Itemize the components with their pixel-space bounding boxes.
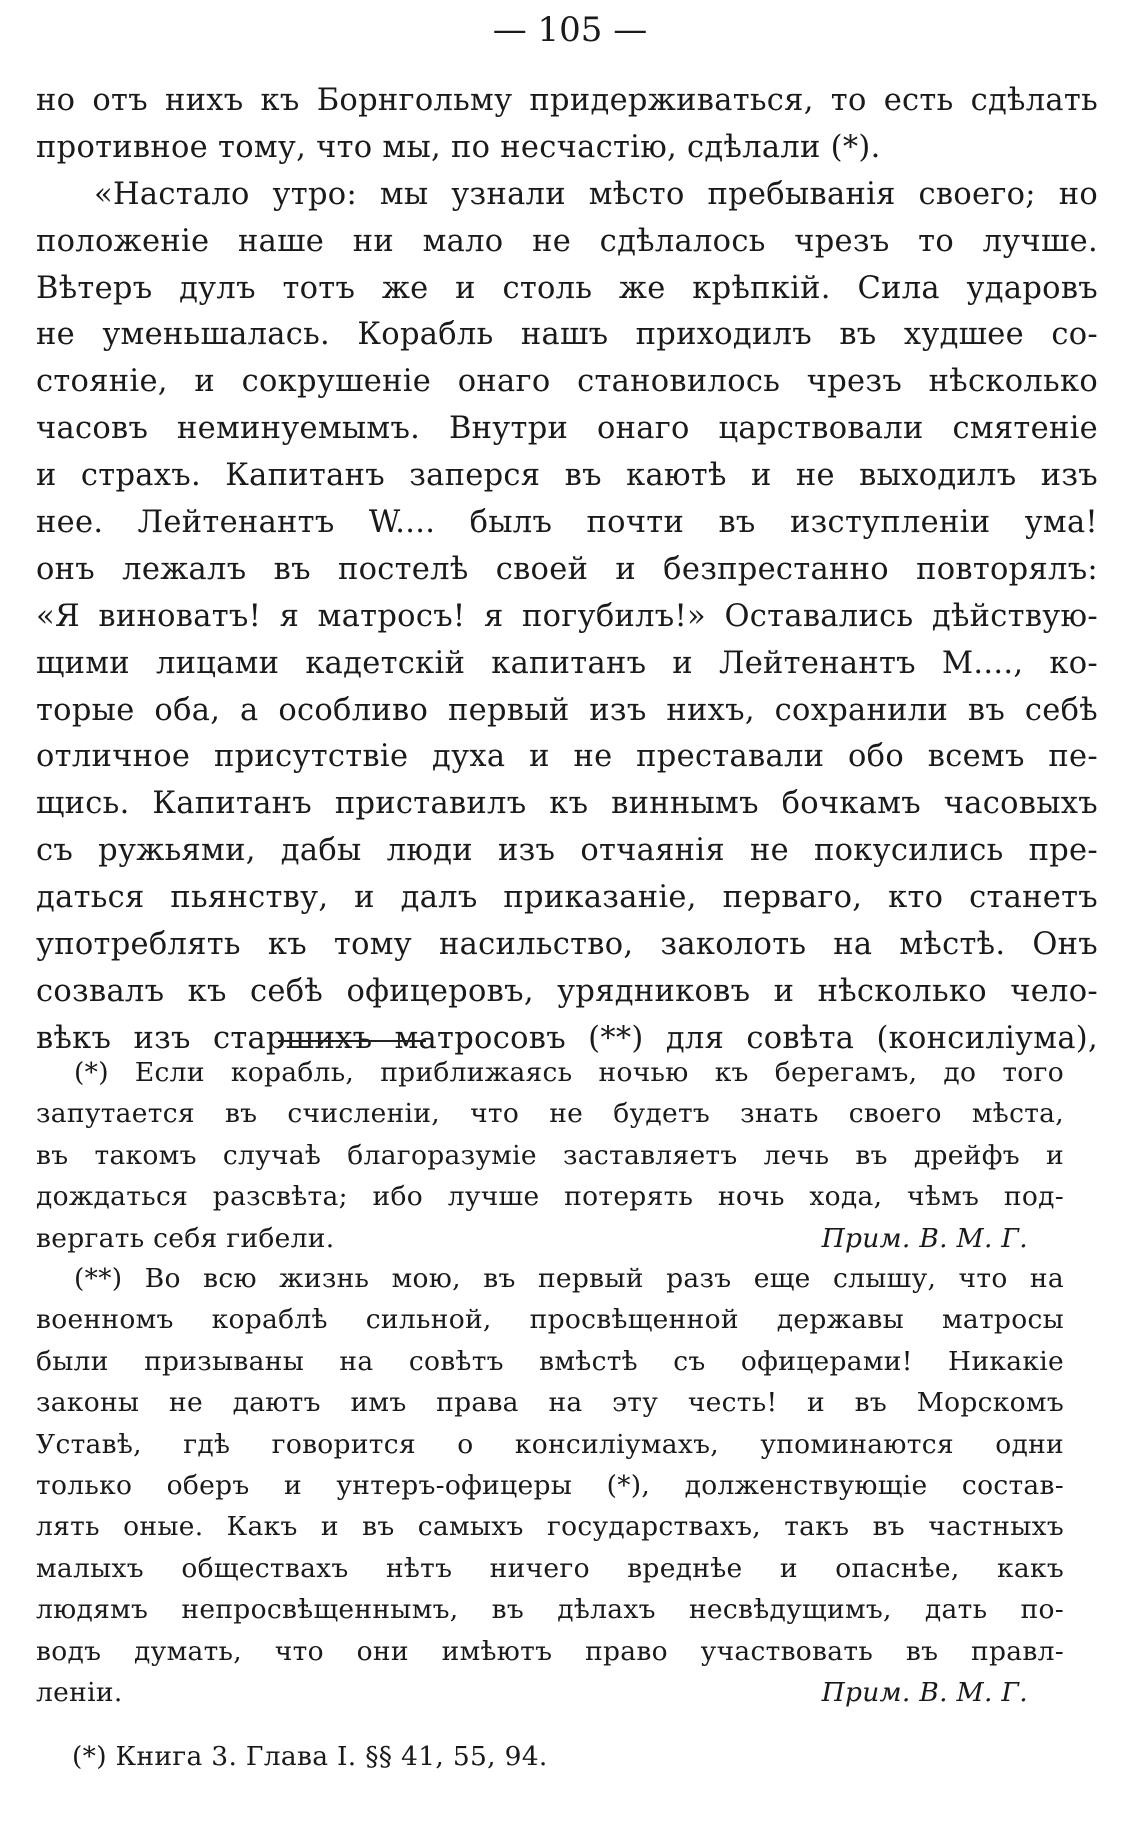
text-line: «Я виноватъ! я матросъ! я погубилъ!» Оставались дѣйствую- bbox=[36, 598, 1098, 634]
text-line: онъ лежалъ въ постелѣ своей и безпрестанно повторялъ: bbox=[36, 551, 1098, 587]
footnote-line: запутается въ счисленіи, что не будетъ знать своего мѣста, bbox=[36, 1098, 1064, 1130]
footnote-signature-line bbox=[36, 1218, 1064, 1259]
footnote-line: были призываны на совѣтъ вмѣстѣ съ офицерами! Никакіе bbox=[36, 1345, 1064, 1377]
text-line: положеніе наше ни мало не сдѣлалось чрезъ то лучше. bbox=[36, 223, 1098, 259]
footnote-1 bbox=[36, 1052, 1064, 1259]
main-text bbox=[36, 78, 1098, 1063]
text-line: но отъ нихъ къ Борнгольму придерживаться, то есть сдѣлать bbox=[36, 83, 1098, 118]
footnote-line: (*) Если корабль, приближаясь ночью къ берегамъ, до того bbox=[74, 1057, 1064, 1088]
text-line: противное тому, что мы, по несчастію, сдѣлали (*). bbox=[36, 129, 881, 165]
footnote-line: дождаться разсвѣта; ибо лучше потерять ночь хода, чѣмъ под- bbox=[36, 1181, 1064, 1213]
text-line: стояніе, и сокрушеніе онаго становилось чрезъ нѣсколько bbox=[36, 364, 1098, 400]
footnote-line: леніи. bbox=[36, 1676, 123, 1708]
text-line: и страхъ. Капитанъ заперся въ каютѣ и не выходилъ изъ bbox=[36, 458, 1098, 494]
footnote-line: лять оные. Какъ и въ самыхъ государствахъ, такъ въ частныхъ bbox=[36, 1511, 1064, 1543]
footnote-line: вергать себя гибели. bbox=[36, 1222, 335, 1254]
footnote-2 bbox=[36, 1258, 1064, 1713]
footnote-line: людямъ непросвѣщеннымъ, въ дѣлахъ несвѣдущимъ, дать по- bbox=[36, 1594, 1064, 1626]
footnote-signature-line bbox=[36, 1672, 1064, 1713]
footnote-line: въ такомъ случаѣ благоразуміе заставляетъ лечь въ дрейфъ и bbox=[36, 1139, 1064, 1171]
text-line: вѣкъ изъ старшихъ матросовъ (**) для совѣта (консиліума), bbox=[36, 1020, 1098, 1056]
footnote-line: (**) Во всю жизнь мою, въ первый разъ еще слышу, что на bbox=[74, 1263, 1064, 1294]
text-line: употреблять къ тому насильство, заколоть на мѣстѣ. Онъ bbox=[36, 927, 1098, 963]
text-line: не уменьшалась. Корабль нашъ приходилъ въ худшее со- bbox=[36, 317, 1098, 353]
text-line: отличное присутствіе духа и не преставали обо всемъ пе- bbox=[36, 739, 1098, 775]
footnote-signature: Прим. В. М. Г. bbox=[821, 1676, 1028, 1708]
text-line: щись. Капитанъ приставилъ къ виннымъ бочкамъ часовыхъ bbox=[36, 786, 1098, 822]
text-line: щими лицами кадетскій капитанъ и Лейтенантъ М...., ко- bbox=[36, 645, 1098, 681]
footnote-divider bbox=[278, 1040, 426, 1042]
text-line: «Настало утро: мы узнали мѣсто пребыванія своего; но bbox=[94, 176, 1098, 212]
text-line: торые оба, а особливо первый изъ нихъ, сохранили въ себѣ bbox=[36, 692, 1098, 728]
text-line: нее. Лейтенантъ W.... былъ почти въ изступленіи ума! bbox=[36, 505, 1098, 541]
footnote-line: Уставѣ, гдѣ говорится о консиліумахъ, упоминаются одни bbox=[36, 1428, 1064, 1460]
footnote-signature: Прим. В. М. Г. bbox=[821, 1222, 1028, 1254]
footnote-line: малыхъ обществахъ нѣтъ ничего вреднѣе и опаснѣе, какъ bbox=[36, 1552, 1064, 1584]
footnote-line: только оберъ и унтеръ-офицеры (*), долженствующіе состав- bbox=[36, 1469, 1064, 1501]
sub-footnote: (*) Книга 3. Глава I. §§ 41, 55, 94. bbox=[72, 1741, 548, 1772]
page-number: — 105 — bbox=[492, 10, 648, 50]
text-line: Вѣтеръ дулъ тотъ же и столь же крѣпкій. Сила ударовъ bbox=[36, 270, 1098, 306]
footnote-line: военномъ кораблѣ сильной, просвѣщенной державы матросы bbox=[36, 1304, 1064, 1336]
footnote-line: законы не даютъ имъ права на эту честь! и въ Морскомъ bbox=[36, 1387, 1064, 1419]
text-line: созвалъ къ себѣ офицеровъ, урядниковъ и нѣсколько чело- bbox=[36, 973, 1098, 1009]
text-line: часовъ неминуемымъ. Внутри онаго царствовали смятеніе bbox=[36, 411, 1098, 447]
text-line: съ ружьями, дабы люди изъ отчаянія не покусились пре- bbox=[36, 833, 1098, 869]
footnote-line: водъ думать, что они имѣютъ право участвовать въ правл- bbox=[36, 1635, 1064, 1667]
text-line: даться пьянству, и далъ приказаніе, перваго, кто станетъ bbox=[36, 880, 1098, 916]
